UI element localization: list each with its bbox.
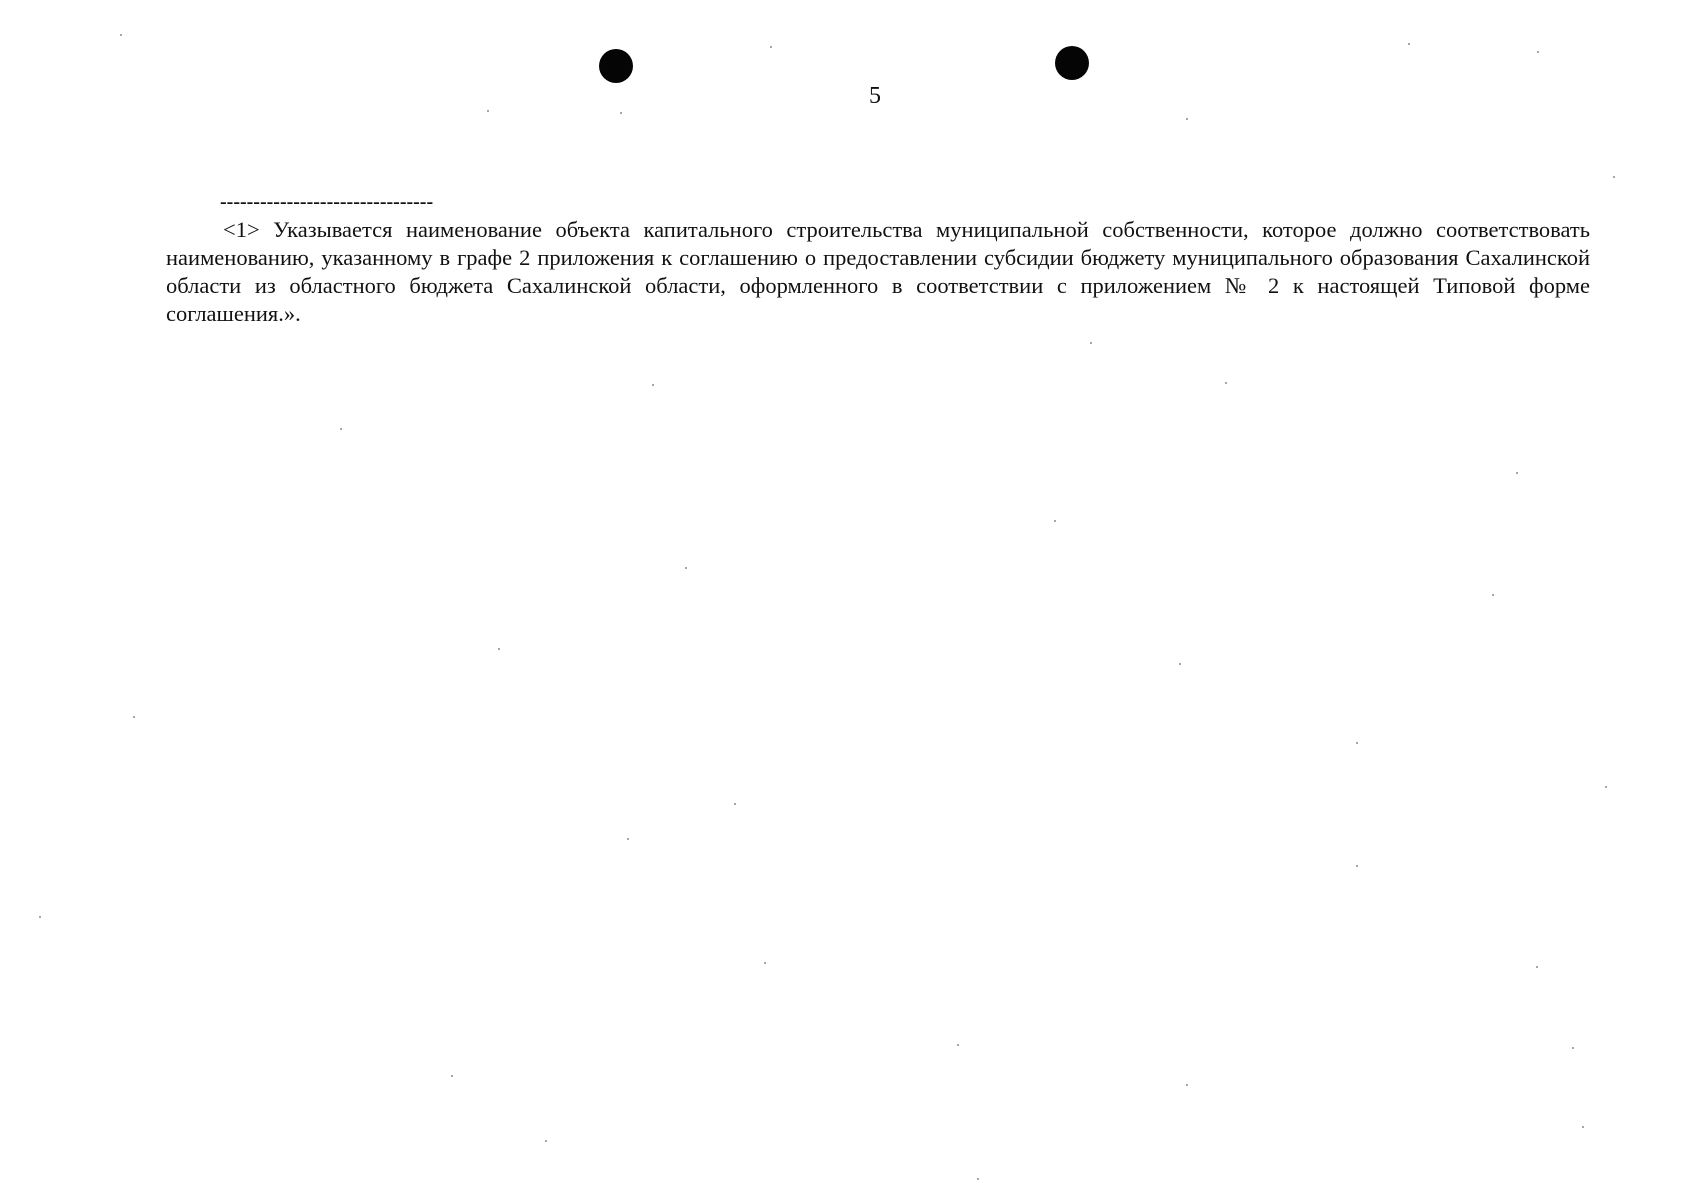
punch-hole-right [1055,46,1089,80]
footnote-text: <1> Указывается наименование объекта капитального строительства муниципальной собственности, которое должно соответствовать наименованию, указанному в графе 2 приложения к соглашению о предоставлении субсидии бюджету муниципального образования Сахалинской области из областного бюджета Сахалинской области, оформленного в соответствии с приложением № 2 к настоящей Типовой форме соглашения.». [166,217,1590,326]
footnote-separator: -------------------------------- [220,191,434,213]
page-number: 5 [869,83,881,109]
punch-hole-left [599,49,633,83]
